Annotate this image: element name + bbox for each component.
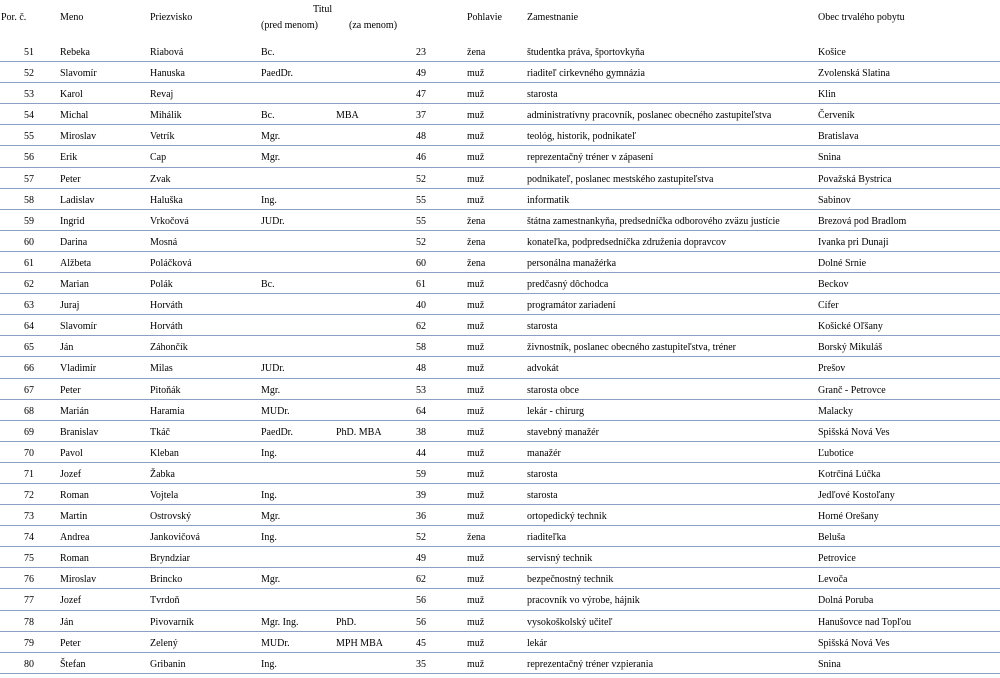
cell-row-number: 60 [24,236,34,248]
cell-gender: muž [467,342,485,354]
cell-surname: Horváth [150,300,183,312]
cell-residence: Horné Orešany [818,511,879,523]
table-row [0,41,1000,62]
cell-residence: Zvolenská Slatina [818,68,890,80]
cell-gender: muž [467,194,485,206]
cell-gender: muž [467,489,485,501]
cell-gender: muž [467,511,485,523]
cell-title-before: Mgr. Ing. [261,616,299,628]
cell-age: 60 [416,257,426,269]
cell-title-after: MPH MBA [336,637,383,649]
cell-age: 64 [416,405,426,417]
table-row [0,568,1000,589]
cell-occupation: manažér [527,447,561,459]
cell-residence: Dolná Poruba [818,595,874,607]
cell-title-before: Mgr. [261,574,281,586]
cell-first-name: Karol [60,89,83,101]
cell-age: 36 [416,511,426,523]
cell-residence: Dolné Srnie [818,257,867,269]
cell-row-number: 68 [24,405,34,417]
cell-first-name: Peter [60,173,81,185]
cell-row-number: 62 [24,279,34,291]
cell-surname: Gribanin [150,658,186,670]
cell-first-name: Peter [60,384,81,396]
cell-age: 44 [416,447,426,459]
cell-residence: Jedľové Kostoľany [818,489,895,501]
cell-residence: Ivanka pri Dunaji [818,236,889,248]
cell-age: 52 [416,532,426,544]
cell-residence: Cífer [818,300,839,312]
cell-residence: Sabinov [818,194,851,206]
cell-surname: Riabová [150,47,184,58]
cell-surname: Revaj [150,89,174,101]
cell-residence: Malacky [818,405,853,417]
table-row [0,611,1000,632]
cell-occupation: starosta [527,321,558,333]
cell-residence: Košické Oľšany [818,321,883,333]
cell-gender: muž [467,574,485,586]
cell-first-name: Andrea [60,532,90,544]
cell-age: 49 [416,553,426,565]
cell-residence: Beckov [818,279,849,291]
cell-age: 49 [416,68,426,80]
cell-row-number: 65 [24,342,34,354]
cell-row-number: 67 [24,384,34,396]
cell-gender: muž [467,89,485,101]
cell-gender: muž [467,173,485,185]
cell-occupation: advokát [527,363,559,375]
cell-occupation: ortopedický technik [527,511,607,523]
cell-surname: Tvrdoň [150,595,180,607]
cell-gender: muž [467,637,485,649]
cell-title-before: Mgr. [261,511,281,523]
table-row [0,589,1000,610]
table-body [0,41,1000,674]
cell-row-number: 59 [24,215,34,227]
cell-row-number: 63 [24,300,34,312]
table-row [0,62,1000,83]
cell-age: 59 [416,468,426,480]
cell-first-name: Juraj [60,300,80,312]
cell-residence: Spišská Nová Ves [818,426,890,438]
cell-occupation: lekár - chirurg [527,405,585,417]
table-row [0,168,1000,189]
cell-surname: Pitoňák [150,384,181,396]
cell-row-number: 77 [24,595,34,607]
header-titul-za: (za menom) [349,20,398,31]
cell-residence: Snina [818,658,841,670]
cell-title-before: MUDr. [261,405,290,417]
cell-title-after: PhD. MBA [336,426,382,438]
cell-residence: Spišská Nová Ves [818,637,890,649]
cell-occupation: starosta [527,89,558,101]
cell-age: 35 [416,658,426,670]
cell-title-before: Bc. [261,110,275,122]
cell-row-number: 55 [24,131,34,143]
cell-first-name: Peter [60,637,81,649]
cell-gender: muž [467,110,485,122]
cell-surname: Záhončík [150,342,188,354]
cell-row-number: 78 [24,616,34,628]
cell-gender: žena [467,236,486,248]
cell-gender: žena [467,532,486,544]
table-row [0,83,1000,104]
cell-first-name: Marian [60,279,89,291]
cell-first-name: Erik [60,152,78,164]
table-row [0,653,1000,674]
cell-title-before: JUDr. [261,363,285,375]
cell-occupation: reprezentačný tréner v zápasení [527,152,654,164]
cell-residence: Ľubotice [818,447,854,459]
cell-surname: Bryndziar [150,553,190,565]
header-pohlavie: Pohlavie [467,12,502,23]
cell-row-number: 61 [24,257,34,269]
cell-occupation: personálna manažérka [527,257,617,269]
header-meno: Meno [60,12,84,23]
cell-age: 55 [416,215,426,227]
cell-title-before: Mgr. [261,384,281,396]
header-obec: Obec trvalého pobytu [818,12,905,23]
cell-gender: žena [467,257,486,269]
cell-residence: Brezová pod Bradlom [818,215,907,227]
cell-residence: Prešov [818,363,846,375]
cell-title-before: Ing. [261,532,277,544]
cell-occupation: živnostník, poslanec obecného zastupiteľstva, tréner [527,342,736,354]
cell-row-number: 64 [24,321,34,333]
cell-first-name: Miroslav [60,131,97,143]
cell-title-before: JUDr. [261,215,285,227]
cell-age: 39 [416,489,426,501]
cell-surname: Haramia [150,405,185,417]
cell-first-name: Ingrid [60,215,85,227]
cell-first-name: Jozef [60,595,82,607]
cell-residence: Bratislava [818,131,859,143]
cell-gender: muž [467,152,485,164]
cell-occupation: riaditeľka [527,532,567,544]
cell-gender: muž [467,68,485,80]
cell-surname: Brincko [150,574,183,586]
cell-first-name: Marián [60,405,89,417]
cell-row-number: 52 [24,68,34,80]
cell-title-before: PaedDr. [261,68,293,80]
table-row [0,400,1000,421]
cell-surname: Hanuska [150,68,185,80]
cell-title-before: MUDr. [261,637,290,649]
cell-first-name: Slavomír [60,68,97,80]
cell-surname: Kleban [150,447,179,459]
cell-title-before: PaedDr. [261,426,293,438]
table-row [0,315,1000,336]
cell-gender: muž [467,553,485,565]
cell-surname: Vojtela [150,489,179,501]
cell-residence: Červeník [818,110,855,122]
cell-first-name: Ján [60,342,74,354]
cell-gender: žena [467,215,486,227]
cell-occupation: podnikateľ, poslanec mestského zastupiteľstva [527,173,714,185]
cell-row-number: 73 [24,511,34,523]
cell-first-name: Jozef [60,468,82,480]
cell-surname: Zvak [150,173,171,185]
cell-age: 52 [416,236,426,248]
cell-occupation: vysokoškolský učiteľ [527,616,613,628]
cell-gender: muž [467,468,485,480]
cell-age: 61 [416,279,426,291]
cell-age: 52 [416,173,426,185]
cell-occupation: stavebný manažér [527,426,599,438]
table-row [0,273,1000,294]
table-row [0,357,1000,378]
cell-row-number: 80 [24,658,34,670]
cell-first-name: Pavol [60,447,83,459]
table-row [0,336,1000,357]
cell-residence: Granč - Petrovce [818,384,886,396]
cell-first-name: Vladimír [60,363,97,375]
cell-surname: Milas [150,363,173,375]
cell-row-number: 72 [24,489,34,501]
cell-row-number: 75 [24,553,34,565]
header-por: Por. č. [1,12,27,23]
table-row [0,210,1000,231]
cell-row-number: 76 [24,574,34,586]
cell-occupation: konateľka, podpredsedníčka združenia dopravcov [527,236,726,248]
cell-occupation: administratívny pracovník, poslanec obecného zastupiteľstva [527,110,772,122]
cell-occupation: študentka práva, športovkyňa [527,47,645,58]
table-row [0,505,1000,526]
cell-gender: žena [467,47,486,58]
cell-age: 62 [416,574,426,586]
cell-surname: Zelený [150,637,178,649]
cell-title-before: Mgr. [261,152,281,164]
table-row [0,442,1000,463]
cell-age: 56 [416,595,426,607]
cell-first-name: Miroslav [60,574,97,586]
cell-occupation: riaditeľ cirkevného gymnázia [527,68,645,80]
cell-residence: Košice [818,47,846,58]
header-titul-pred: (pred menom) [261,20,318,31]
cell-first-name: Martin [60,511,88,523]
cell-gender: muž [467,131,485,143]
cell-gender: muž [467,384,485,396]
cell-residence: Levoča [818,574,848,586]
cell-gender: muž [467,363,485,375]
cell-row-number: 70 [24,447,34,459]
cell-occupation: pracovník vo výrobe, hájnik [527,595,640,607]
cell-first-name: Slavomír [60,321,97,333]
header-priezvisko: Priezvisko [150,12,193,23]
cell-title-after: MBA [336,110,359,122]
cell-first-name: Branislav [60,426,99,438]
cell-first-name: Rebeka [60,47,90,58]
cell-residence: Petrovice [818,553,856,565]
table-row [0,421,1000,442]
cell-gender: muž [467,616,485,628]
table-row [0,189,1000,210]
cell-surname: Žabka [150,468,175,480]
cell-occupation: starosta [527,468,558,480]
cell-residence: Snina [818,152,841,164]
cell-title-before: Ing. [261,447,277,459]
cell-row-number: 51 [24,47,34,58]
cell-row-number: 58 [24,194,34,206]
cell-gender: muž [467,279,485,291]
cell-age: 53 [416,384,426,396]
cell-row-number: 53 [24,89,34,101]
cell-row-number: 66 [24,363,34,375]
cell-row-number: 71 [24,468,34,480]
cell-first-name: Roman [60,553,89,565]
cell-age: 62 [416,321,426,333]
header-titul: Titul [313,4,333,15]
table-row [0,104,1000,125]
cell-surname: Ostrovský [150,511,192,523]
table-row [0,146,1000,167]
cell-residence: Borský Mikuláš [818,342,883,354]
cell-title-before: Mgr. [261,131,281,143]
cell-occupation: starosta obce [527,384,579,396]
cell-title-before: Ing. [261,658,277,670]
cell-surname: Poláčková [150,257,192,269]
cell-surname: Horváth [150,321,183,333]
cell-surname: Vetrík [150,131,175,143]
cell-age: 46 [416,152,426,164]
cell-residence: Hanušovce nad Topľou [818,616,912,628]
cell-first-name: Darina [60,236,88,248]
cell-residence: Klin [818,89,836,101]
cell-surname: Mihálik [150,110,182,122]
cell-age: 38 [416,426,426,438]
table-row [0,632,1000,653]
cell-residence: Beluša [818,532,846,544]
cell-surname: Pivovarník [150,616,194,628]
cell-first-name: Michal [60,110,89,122]
cell-surname: Jankovičová [150,532,200,544]
cell-gender: muž [467,405,485,417]
cell-age: 56 [416,616,426,628]
cell-row-number: 69 [24,426,34,438]
cell-age: 23 [416,47,426,58]
table-row [0,231,1000,252]
table-row [0,125,1000,146]
header-zamestnanie: Zamestnanie [527,12,579,23]
cell-gender: muž [467,300,485,312]
cell-occupation: reprezentačný tréner vzpierania [527,658,654,670]
cell-row-number: 57 [24,173,34,185]
cell-occupation: starosta [527,489,558,501]
cell-gender: muž [467,595,485,607]
table-row [0,463,1000,484]
cell-gender: muž [467,658,485,670]
cell-age: 47 [416,89,426,101]
cell-surname: Tkáč [150,426,170,438]
cell-title-before: Bc. [261,279,275,291]
table-row [0,526,1000,547]
cell-gender: muž [467,447,485,459]
cell-surname: Cap [150,152,167,164]
cell-residence: Kotrčiná Lúčka [818,468,881,480]
cell-occupation: štátna zamestnankyňa, predsedníčka odborového zväzu justície [527,215,780,227]
cell-first-name: Alžbeta [60,257,92,269]
table-row [0,252,1000,273]
cell-residence: Považská Bystrica [818,173,892,185]
cell-age: 37 [416,110,426,122]
cell-age: 45 [416,637,426,649]
cell-occupation: predčasný dôchodca [527,279,609,291]
cell-gender: muž [467,321,485,333]
cell-surname: Mosná [150,236,178,248]
cell-age: 58 [416,342,426,354]
cell-occupation: servisný technik [527,553,593,565]
cell-surname: Vrkočová [150,215,189,227]
cell-row-number: 56 [24,152,34,164]
cell-title-before: Ing. [261,489,277,501]
cell-first-name: Ján [60,616,74,628]
cell-row-number: 54 [24,110,34,122]
cell-age: 48 [416,363,426,375]
table-row [0,294,1000,315]
cell-gender: muž [467,426,485,438]
cell-title-before: Bc. [261,47,275,58]
table-row [0,547,1000,568]
cell-occupation: informatik [527,194,570,206]
cell-row-number: 79 [24,637,34,649]
cell-first-name: Štefan [60,658,86,670]
cell-surname: Haluška [150,194,183,206]
cell-title-before: Ing. [261,194,277,206]
cell-row-number: 74 [24,532,34,544]
cell-surname: Polák [150,279,173,291]
cell-age: 55 [416,194,426,206]
cell-occupation: lekár [527,637,547,649]
cell-age: 48 [416,131,426,143]
cell-occupation: teológ, historik, podnikateľ [527,131,637,143]
cell-occupation: bezpečnostný technik [527,574,614,586]
cell-first-name: Ladislav [60,194,95,206]
table-row [0,484,1000,505]
cell-title-after: PhD. [336,616,357,628]
cell-age: 40 [416,300,426,312]
table-row [0,379,1000,400]
cell-occupation: programátor zariadení [527,300,616,312]
cell-first-name: Roman [60,489,89,501]
